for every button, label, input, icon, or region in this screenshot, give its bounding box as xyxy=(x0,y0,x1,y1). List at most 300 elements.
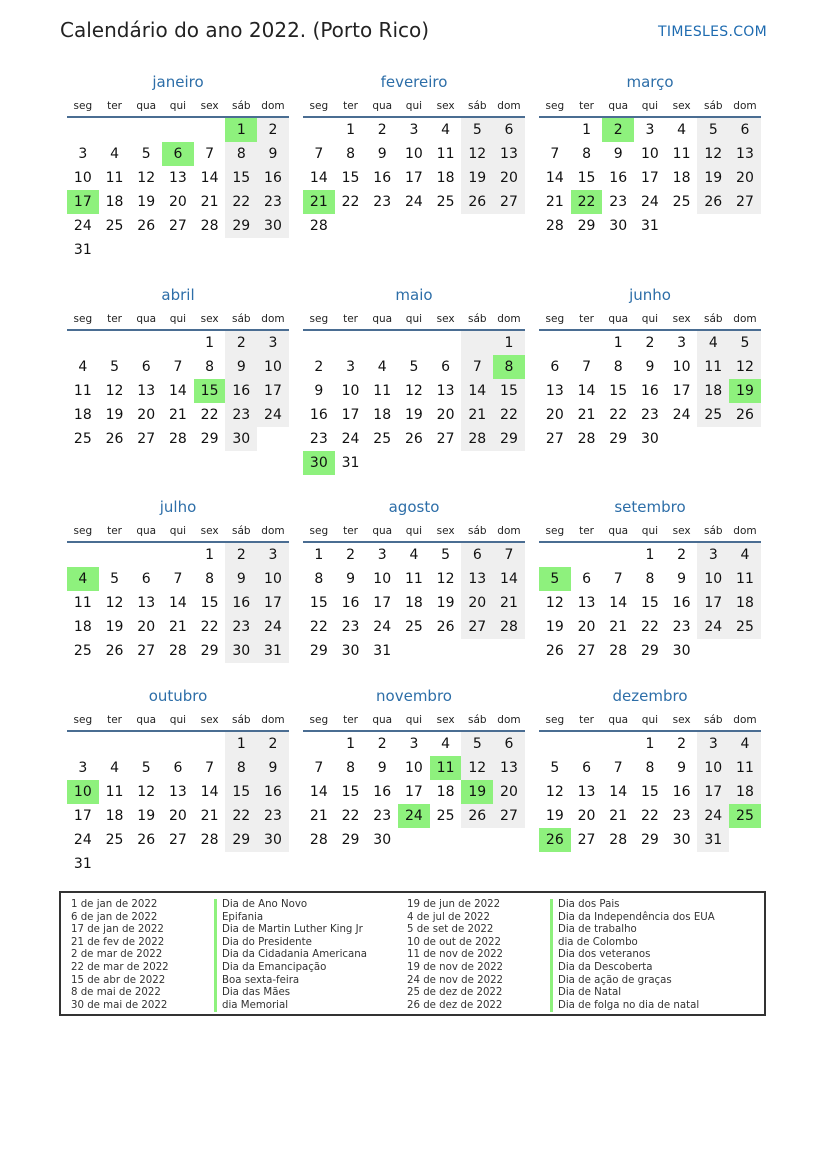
day-cell: 17 xyxy=(640,170,659,186)
day-cell: 25 xyxy=(436,194,455,210)
day-cell: 14 xyxy=(493,567,525,591)
weekday-label: dom xyxy=(733,714,757,726)
day-cell: 14 xyxy=(309,784,328,800)
legend-holiday-name: Boa sexta-feira xyxy=(214,975,367,988)
empty-cell xyxy=(461,331,493,355)
empty-cell xyxy=(162,331,194,355)
day-cell: 15 xyxy=(225,166,257,190)
day-cell: 20 xyxy=(137,619,156,635)
legend-date: 30 de mai de 2022 xyxy=(71,999,168,1011)
day-cell: 7 xyxy=(314,146,324,162)
day-cell: 12 xyxy=(436,571,455,587)
weekday-header xyxy=(303,712,525,732)
empty-cell xyxy=(666,214,698,238)
day-cell: 23 xyxy=(225,615,257,639)
day-cell: 6 xyxy=(582,760,591,776)
empty-cell xyxy=(194,852,226,876)
weekday-label: ter xyxy=(107,525,122,537)
empty-cell xyxy=(99,331,131,355)
day-cell: 2 xyxy=(377,122,387,138)
day-cell: 10 xyxy=(73,170,92,186)
holiday-day-cell: 1 xyxy=(225,118,257,142)
day-cell: 28 xyxy=(200,832,219,848)
day-cell: 18 xyxy=(672,170,691,186)
day-cell: 2 xyxy=(677,547,687,563)
day-cell: 4 xyxy=(110,146,119,162)
day-cell: 23 xyxy=(257,190,289,214)
day-cell: 7 xyxy=(493,543,525,567)
month-name: outubro xyxy=(148,687,208,705)
day-cell: 11 xyxy=(373,383,392,399)
day-cell: 14 xyxy=(168,595,187,611)
day-cell: 23 xyxy=(672,619,691,635)
day-cell: 13 xyxy=(493,756,525,780)
day-cell: 22 xyxy=(200,407,219,423)
day-cell: 28 xyxy=(309,832,328,848)
holiday-day-cell: 30 xyxy=(303,451,335,475)
weekday-label: qui xyxy=(169,313,187,325)
day-cell: 30 xyxy=(609,218,628,234)
day-cell: 24 xyxy=(373,619,392,635)
day-cell: 12 xyxy=(137,784,156,800)
empty-cell xyxy=(303,732,335,756)
weekday-label: dom xyxy=(261,313,285,325)
day-cell: 6 xyxy=(550,359,560,375)
day-cell: 2 xyxy=(225,331,257,355)
day-cell: 27 xyxy=(168,832,187,848)
empty-cell xyxy=(67,331,99,355)
day-cell: 20 xyxy=(577,619,596,635)
day-cell: 21 xyxy=(545,194,564,210)
day-cell: 11 xyxy=(404,571,423,587)
month-name: novembro xyxy=(376,687,452,705)
legend-holiday-name: Epifania xyxy=(214,912,367,925)
day-cell: 7 xyxy=(613,571,623,587)
day-cell: 22 xyxy=(341,808,360,824)
day-cell: 27 xyxy=(436,431,455,447)
day-cell: 7 xyxy=(461,355,493,379)
day-cell: 22 xyxy=(200,619,219,635)
empty-cell xyxy=(366,214,398,238)
day-cell: 24 xyxy=(697,804,729,828)
day-cell: 14 xyxy=(309,170,328,186)
weekday-label: ter xyxy=(579,714,594,726)
day-cell: 21 xyxy=(609,808,628,824)
day-cell: 25 xyxy=(105,218,124,234)
empty-cell xyxy=(99,852,131,876)
holiday-day-cell: 19 xyxy=(729,379,761,403)
day-cell: 24 xyxy=(341,431,360,447)
day-cell: 16 xyxy=(257,166,289,190)
day-cell: 11 xyxy=(697,355,729,379)
empty-cell xyxy=(162,543,194,567)
day-cell: 13 xyxy=(493,142,525,166)
day-cell: 29 xyxy=(309,643,328,659)
weekday-label: sáb xyxy=(231,100,251,112)
day-cell: 19 xyxy=(105,407,124,423)
day-cell: 30 xyxy=(225,427,257,451)
legend-names-left xyxy=(214,899,367,1012)
day-grid xyxy=(303,543,525,663)
day-cell: 3 xyxy=(645,122,655,138)
day-cell: 27 xyxy=(545,431,564,447)
day-cell: 27 xyxy=(493,804,525,828)
day-cell: 1 xyxy=(205,547,215,563)
brand-link[interactable]: TIMESLES.COM xyxy=(658,24,767,40)
day-cell: 19 xyxy=(137,808,156,824)
day-cell: 11 xyxy=(729,756,761,780)
month-7 xyxy=(303,497,525,663)
day-grid xyxy=(539,543,761,663)
weekday-label: sáb xyxy=(231,313,251,325)
month-name: fevereiro xyxy=(380,73,448,91)
day-cell: 4 xyxy=(677,122,687,138)
holiday-day-cell: 4 xyxy=(67,567,99,591)
empty-cell xyxy=(335,214,367,238)
day-cell: 8 xyxy=(645,760,655,776)
day-cell: 9 xyxy=(346,571,355,587)
day-cell: 12 xyxy=(105,595,124,611)
day-cell: 13 xyxy=(137,595,156,611)
day-cell: 31 xyxy=(73,856,92,872)
legend-holiday-name: Dia de Natal xyxy=(550,987,715,1000)
empty-cell xyxy=(335,331,367,355)
empty-cell xyxy=(398,451,430,475)
day-cell: 3 xyxy=(346,359,355,375)
day-cell: 10 xyxy=(404,760,423,776)
day-cell: 30 xyxy=(257,828,289,852)
month-name: setembro xyxy=(614,498,686,516)
legend-holiday-name: dia de Colombo xyxy=(550,937,715,950)
day-cell: 16 xyxy=(672,595,691,611)
day-cell: 30 xyxy=(640,431,659,447)
day-cell: 4 xyxy=(78,359,88,375)
day-cell: 26 xyxy=(105,431,124,447)
legend-dates-right xyxy=(407,899,503,1012)
empty-cell xyxy=(99,118,131,142)
legend-holiday-name: Dia de trabalho xyxy=(550,924,715,937)
day-cell: 3 xyxy=(697,543,729,567)
weekday-label: sáb xyxy=(467,525,487,537)
weekday-label: seg xyxy=(309,525,329,537)
day-cell: 22 xyxy=(493,403,525,427)
day-cell: 22 xyxy=(640,619,659,635)
day-cell: 29 xyxy=(640,832,659,848)
day-cell: 9 xyxy=(225,355,257,379)
day-cell: 26 xyxy=(461,190,493,214)
day-cell: 1 xyxy=(205,335,215,351)
month-2 xyxy=(539,72,761,238)
empty-cell xyxy=(461,828,493,852)
day-cell: 2 xyxy=(645,335,655,351)
day-cell: 30 xyxy=(373,832,392,848)
empty-cell xyxy=(162,732,194,756)
day-cell: 15 xyxy=(577,170,596,186)
legend-holiday-name: Dia da Cidadania Americana xyxy=(214,949,367,962)
month-name: janeiro xyxy=(152,73,204,91)
day-cell: 3 xyxy=(257,543,289,567)
day-cell: 9 xyxy=(645,359,655,375)
legend-date: 5 de set de 2022 xyxy=(407,924,494,936)
day-cell: 9 xyxy=(225,567,257,591)
holiday-day-cell: 25 xyxy=(729,804,761,828)
day-cell: 3 xyxy=(377,547,387,563)
day-cell: 11 xyxy=(73,383,92,399)
day-cell: 25 xyxy=(436,808,455,824)
day-cell: 30 xyxy=(672,832,691,848)
weekday-label: seg xyxy=(73,100,93,112)
day-cell: 21 xyxy=(493,591,525,615)
day-cell: 18 xyxy=(73,619,92,635)
weekday-label: ter xyxy=(343,714,358,726)
day-cell: 25 xyxy=(697,403,729,427)
legend-date: 15 de abr de 2022 xyxy=(71,974,166,986)
day-cell: 12 xyxy=(545,595,564,611)
weekday-label: sáb xyxy=(231,525,251,537)
day-cell: 25 xyxy=(729,615,761,639)
day-cell: 24 xyxy=(73,218,92,234)
weekday-label: qui xyxy=(405,714,423,726)
day-cell: 24 xyxy=(257,615,289,639)
day-cell: 7 xyxy=(173,571,183,587)
day-cell: 27 xyxy=(137,431,156,447)
day-cell: 18 xyxy=(105,808,124,824)
empty-cell xyxy=(130,238,162,262)
empty-cell xyxy=(130,118,162,142)
empty-cell xyxy=(130,732,162,756)
weekday-header xyxy=(67,98,289,118)
day-cell: 30 xyxy=(257,214,289,238)
day-cell: 28 xyxy=(168,431,187,447)
weekday-label: sáb xyxy=(467,100,487,112)
day-cell: 11 xyxy=(436,146,455,162)
weekday-label: sex xyxy=(200,313,219,325)
weekday-label: seg xyxy=(545,714,565,726)
weekday-label: dom xyxy=(497,714,521,726)
day-cell: 5 xyxy=(409,359,419,375)
day-cell: 4 xyxy=(110,760,119,776)
weekday-header xyxy=(67,712,289,732)
weekday-label: qui xyxy=(405,525,423,537)
month-name: junho xyxy=(629,286,671,304)
legend-holiday-name: Dia dos Pais xyxy=(550,899,715,912)
weekday-label: sex xyxy=(672,714,691,726)
day-cell: 6 xyxy=(582,571,591,587)
day-cell: 19 xyxy=(436,595,455,611)
day-cell: 1 xyxy=(645,547,655,563)
day-cell: 10 xyxy=(373,571,392,587)
weekday-label: qui xyxy=(641,714,659,726)
weekday-label: dom xyxy=(733,313,757,325)
day-cell: 3 xyxy=(409,122,419,138)
month-name: abril xyxy=(161,286,195,304)
day-cell: 14 xyxy=(609,595,628,611)
day-cell: 26 xyxy=(404,431,423,447)
day-cell: 3 xyxy=(257,331,289,355)
day-cell: 31 xyxy=(341,455,360,471)
day-cell: 17 xyxy=(697,780,729,804)
holiday-day-cell: 8 xyxy=(493,355,525,379)
weekday-label: qui xyxy=(405,313,423,325)
weekday-header xyxy=(539,311,761,331)
day-cell: 7 xyxy=(205,760,215,776)
day-cell: 19 xyxy=(461,166,493,190)
empty-cell xyxy=(99,238,131,262)
month-3 xyxy=(67,285,289,451)
day-cell: 14 xyxy=(609,784,628,800)
weekday-label: qua xyxy=(136,100,157,112)
weekday-label: seg xyxy=(545,525,565,537)
weekday-label: qua xyxy=(608,525,629,537)
day-cell: 23 xyxy=(609,194,628,210)
weekday-header xyxy=(67,311,289,331)
day-cell: 20 xyxy=(168,194,187,210)
weekday-label: sex xyxy=(672,313,691,325)
legend-date: 19 de nov de 2022 xyxy=(407,961,504,973)
empty-cell xyxy=(398,639,430,663)
empty-cell xyxy=(729,639,761,663)
day-cell: 18 xyxy=(73,407,92,423)
day-cell: 26 xyxy=(137,218,156,234)
day-cell: 6 xyxy=(729,118,761,142)
day-cell: 27 xyxy=(493,190,525,214)
empty-cell xyxy=(493,828,525,852)
legend-date: 4 de jul de 2022 xyxy=(407,911,490,923)
day-cell: 7 xyxy=(582,359,591,375)
legend-holiday-name: Dia da Independência dos EUA xyxy=(550,912,715,925)
day-cell: 13 xyxy=(137,383,156,399)
day-cell: 5 xyxy=(729,331,761,355)
day-cell: 16 xyxy=(257,780,289,804)
month-10 xyxy=(303,686,525,852)
legend-date: 25 de dez de 2022 xyxy=(407,987,503,999)
empty-cell xyxy=(430,331,462,355)
day-grid xyxy=(303,331,525,475)
day-cell: 11 xyxy=(105,170,124,186)
day-cell: 1 xyxy=(225,732,257,756)
empty-cell xyxy=(571,732,603,756)
day-cell: 17 xyxy=(257,379,289,403)
day-cell: 23 xyxy=(373,194,392,210)
day-cell: 21 xyxy=(200,808,219,824)
legend-holiday-name: Dia de Martin Luther King Jr xyxy=(214,924,367,937)
weekday-label: qua xyxy=(608,714,629,726)
day-cell: 16 xyxy=(225,379,257,403)
day-grid xyxy=(303,732,525,852)
empty-cell xyxy=(398,214,430,238)
day-cell: 5 xyxy=(141,146,151,162)
day-cell: 4 xyxy=(729,543,761,567)
empty-cell xyxy=(162,852,194,876)
weekday-label: seg xyxy=(73,313,93,325)
holiday-day-cell: 10 xyxy=(67,780,99,804)
day-cell: 17 xyxy=(73,808,92,824)
empty-cell xyxy=(539,331,571,355)
empty-cell xyxy=(461,214,493,238)
day-cell: 26 xyxy=(461,804,493,828)
day-cell: 6 xyxy=(493,732,525,756)
legend-holiday-name: Dia da Descoberta xyxy=(550,962,715,975)
day-grid xyxy=(303,118,525,238)
day-cell: 16 xyxy=(341,595,360,611)
day-cell: 26 xyxy=(545,643,564,659)
empty-cell xyxy=(257,238,289,262)
legend-holiday-name: Dia de folga no dia de natal xyxy=(550,1000,715,1013)
day-cell: 8 xyxy=(205,571,215,587)
day-cell: 11 xyxy=(672,146,691,162)
day-cell: 2 xyxy=(377,736,387,752)
weekday-label: qui xyxy=(641,525,659,537)
day-cell: 10 xyxy=(404,146,423,162)
weekday-label: qui xyxy=(641,100,659,112)
day-cell: 9 xyxy=(377,760,387,776)
day-cell: 30 xyxy=(341,643,360,659)
holiday-day-cell: 2 xyxy=(602,118,634,142)
legend-holiday-name: Dia de Ano Novo xyxy=(214,899,367,912)
day-cell: 24 xyxy=(640,194,659,210)
day-cell: 28 xyxy=(493,615,525,639)
day-cell: 1 xyxy=(645,736,655,752)
weekday-label: qua xyxy=(372,100,393,112)
holiday-day-cell: 6 xyxy=(162,142,194,166)
day-cell: 12 xyxy=(404,383,423,399)
day-cell: 22 xyxy=(225,804,257,828)
day-cell: 4 xyxy=(409,547,419,563)
day-cell: 16 xyxy=(640,383,659,399)
day-cell: 29 xyxy=(640,643,659,659)
day-cell: 13 xyxy=(577,595,596,611)
day-cell: 2 xyxy=(225,543,257,567)
day-cell: 11 xyxy=(73,595,92,611)
day-cell: 31 xyxy=(697,828,729,852)
day-cell: 28 xyxy=(309,218,328,234)
day-cell: 22 xyxy=(341,194,360,210)
day-cell: 8 xyxy=(225,756,257,780)
day-cell: 28 xyxy=(461,427,493,451)
weekday-label: sex xyxy=(200,714,219,726)
weekday-label: sex xyxy=(436,714,455,726)
day-cell: 5 xyxy=(697,118,729,142)
empty-cell xyxy=(130,543,162,567)
weekday-label: seg xyxy=(73,714,93,726)
day-cell: 1 xyxy=(346,736,355,752)
weekday-label: qui xyxy=(169,100,187,112)
empty-cell xyxy=(194,238,226,262)
day-cell: 31 xyxy=(640,218,659,234)
empty-cell xyxy=(303,118,335,142)
month-name: julho xyxy=(159,498,197,516)
day-cell: 10 xyxy=(341,383,360,399)
day-cell: 10 xyxy=(257,355,289,379)
weekday-label: ter xyxy=(579,313,594,325)
empty-cell xyxy=(67,732,99,756)
empty-cell xyxy=(162,238,194,262)
day-cell: 18 xyxy=(105,194,124,210)
day-cell: 18 xyxy=(729,591,761,615)
day-cell: 17 xyxy=(373,595,392,611)
day-cell: 16 xyxy=(225,591,257,615)
weekday-label: sáb xyxy=(703,313,723,325)
empty-cell xyxy=(729,427,761,451)
weekday-label: seg xyxy=(73,525,93,537)
day-cell: 17 xyxy=(257,591,289,615)
empty-cell xyxy=(303,331,335,355)
day-cell: 7 xyxy=(314,760,324,776)
legend-dates-left xyxy=(71,899,169,1012)
day-cell: 25 xyxy=(73,431,92,447)
day-cell: 2 xyxy=(677,736,687,752)
empty-cell xyxy=(729,214,761,238)
